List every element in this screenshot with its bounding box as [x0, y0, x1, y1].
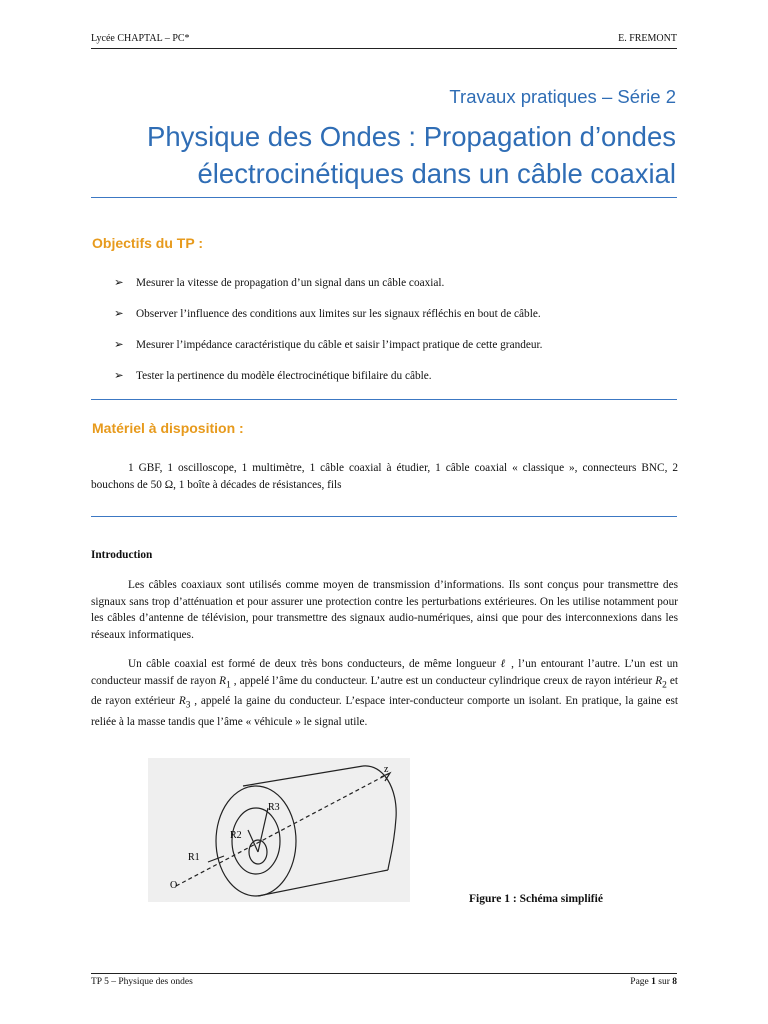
title-line-1: Physique des Ondes : Propagation d’ondes [147, 121, 676, 152]
arrow-bullet-icon: ➢ [114, 339, 124, 351]
label-r3: R3 [268, 802, 280, 813]
title-line-2: électrocinétiques dans un câble coaxial [197, 158, 676, 189]
header-rule [91, 48, 677, 49]
arrow-bullet-icon: ➢ [114, 277, 124, 289]
figure-caption: Figure 1 : Schéma simplifié [469, 893, 603, 905]
header-right: E. FREMONT [618, 33, 677, 44]
coaxial-cable-drawing [148, 758, 410, 902]
origin-label: O [170, 880, 178, 891]
objective-item: ➢ Observer l’influence des conditions aux limites sur les signaux réfléchis en bout de câble. [114, 308, 541, 320]
intro-paragraph-1: Les câbles coaxiaux sont utilisés comme moyen de transmission d’informations. Ils sont conçus pour transmettre des signaux sans trop d’atténuation et pour assurer une protection contre les perturbations extérieures. On les utilise notamment pour les câbles d’antenne de télévision, pour transmettre des signaux audio-numériques, ainsi que pour des interconnexions dans les réseaux informatiques. [91, 579, 678, 641]
intro-heading: Introduction [91, 549, 153, 561]
title-rule [91, 197, 677, 198]
intro-paragraph-2: Un câble coaxial est formé de deux très bons conducteurs, de même longueur ℓ , l’un entourant l’autre. L’un est un conducteur massif de rayon $R_1$ , appelé l’âme du conducteur. L’autre est un conducteur cylindrique creux de rayon intérieur $R_2$ et de rayon extérieur $R_3$ , appelé la gaine du conducteur. L’espace inter-conducteur comporte un isolant. En pratique, la gaine est reliée à la masse tandis que l’âme « véhicule » le signal utile. [91, 658, 679, 728]
materials-heading: Matériel à disposition : [92, 420, 244, 436]
axis-label-z: z [384, 764, 389, 775]
materials-text: 1 GBF, 1 oscilloscope, 1 multimètre, 1 câble coaxial à étudier, 1 câble coaxial « classique », connecteurs BNC, 2 bouchons de 50 Ω, 1 boîte à décades de résistances, fils [91, 462, 678, 491]
coaxial-cable-diagram [148, 758, 410, 902]
objectives-heading: Objectifs du TP : [92, 235, 203, 251]
footer-left: TP 5 – Physique des ondes [91, 977, 193, 987]
series-title: Travaux pratiques – Série 2 [449, 86, 676, 107]
objective-item: ➢ Mesurer l’impédance caractéristique du câble et saisir l’impact pratique de cette grandeur. [114, 339, 543, 351]
page-number: Page 1 sur 8 [630, 977, 677, 987]
section-rule [91, 516, 677, 517]
label-r1: R1 [188, 852, 200, 863]
section-rule [91, 399, 677, 400]
page-title [116, 118, 676, 192]
arrow-bullet-icon: ➢ [114, 370, 124, 382]
footer-rule [91, 973, 677, 974]
label-r2: R2 [230, 830, 242, 841]
objective-item: ➢ Tester la pertinence du modèle électrocinétique bifilaire du câble. [114, 370, 432, 382]
objective-item: ➢ Mesurer la vitesse de propagation d’un signal dans un câble coaxial. [114, 277, 445, 289]
header-left: Lycée CHAPTAL – PC* [91, 33, 190, 44]
arrow-bullet-icon: ➢ [114, 308, 124, 320]
